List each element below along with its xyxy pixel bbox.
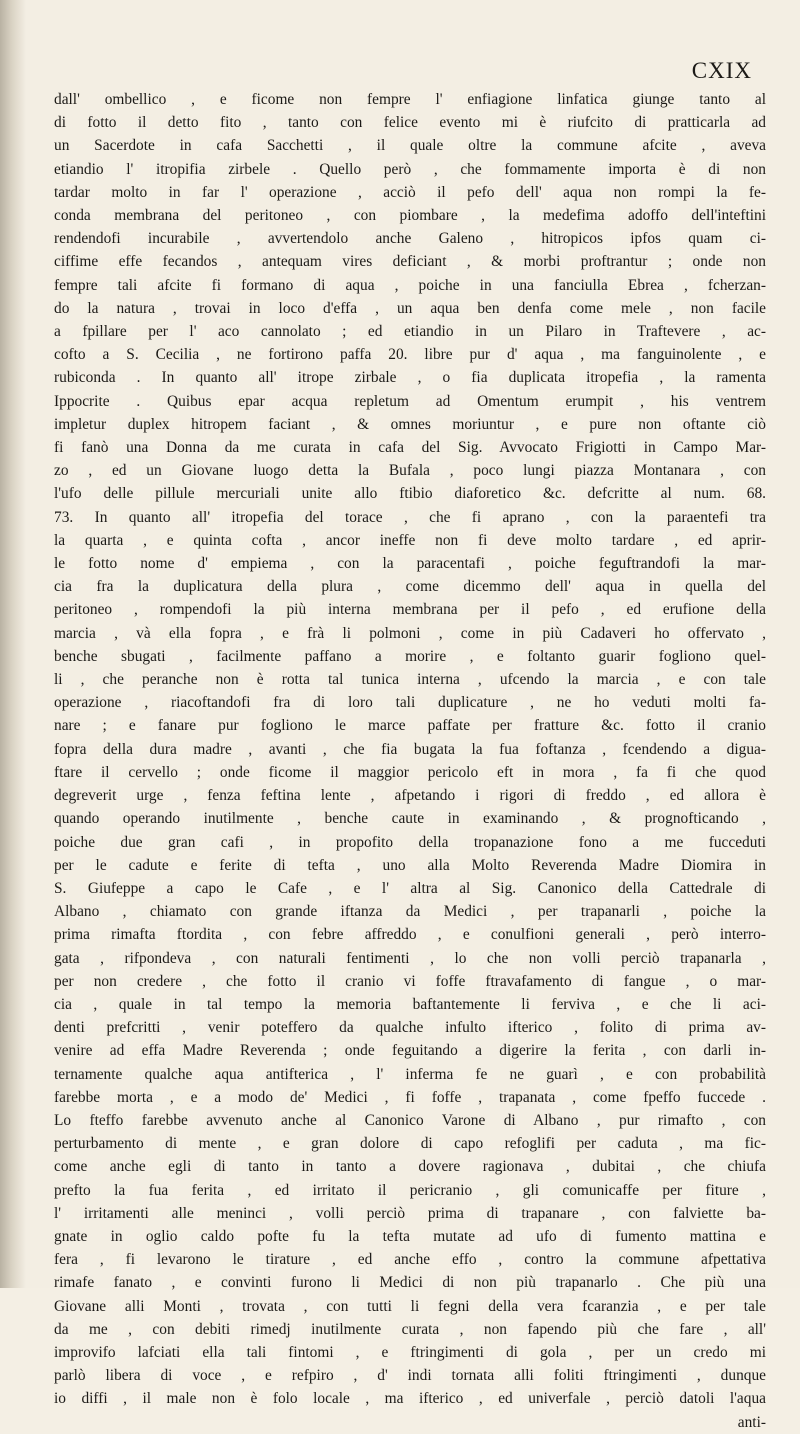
text-line: improvifo lafciati ella tali fintomi , e ftringimenti di gola , per un credo mi [54,1343,766,1361]
binding-shadow [0,0,26,1288]
text-line: quando operando inutilmente , benche caute in examinando , & prognofticando , [54,810,766,828]
text-line: venire ad effa Madre Reverenda ; onde feguitando a digerire la ferita , con darli in- [54,1042,766,1060]
text-line: ciffime effe fecandos , antequam vires deficiant , & morbi proftrantur ; onde non [54,253,766,271]
text-line: tardar molto in far l' operazione , acciò il pefo dell' aqua non rompi la fe- [54,183,766,201]
text-line: farebbe morta , e a modo de' Medici , fi foffe , trapanata , come fpeffo fuccede . [54,1088,766,1106]
text-line: etiandio l' itropifia zirbele . Quello però , che fommamente importa è di non [54,160,766,178]
text-line: poiche due gran cafi , in propofito della tropanazione fono a me fucceduti [54,833,766,851]
text-line: rimafe fanato , e convinti furono li Medici di non più trapanarlo . Che più una [54,1274,766,1292]
text-line: un Sacerdote in cafa Sacchetti , il quale oltre la commune afcite , aveva [54,137,766,155]
text-line: come anche egli di tanto in tanto a dovere ragionava , dubitai , che chiufa [54,1158,766,1176]
text-line: cofto a S. Cecilia , ne fortirono paffa 20. libre pur d' aqua , ma fanguinolente , e [54,346,766,364]
text-line: perturbamento di mente , e gran dolore di capo refoglifi per caduta , ma fic- [54,1135,766,1153]
text-line: zo , ed un Giovane luogo detta la Bufala , poco lungi piazza Montanara , con [54,462,766,480]
text-line: l' irritamenti alle meninci , volli perciò prima di trapanare , con falviette ba- [54,1204,766,1222]
text-line: rubiconda . In quanto all' itrope zirbale , o fia duplicata itropefia , la ramenta [54,369,766,387]
text-line: le fotto nome d' empiema , con la paracentafi , poiche feguftrandofi la mar- [54,555,766,573]
text-line: a fpillare per l' aco cannolato ; ed etiandio in un Pilaro in Traftevere , ac- [54,323,766,341]
text-line: Lo fteffo farebbe avvenuto anche al Canonico Varone di Albano , pur rimafto , con [54,1111,766,1129]
text-line: da me , con debiti rimedj inutilmente curata , non fapendo più che fare , all' [54,1320,766,1338]
body-text [54,88,766,1434]
text-line: rendendofi incurabile , avvertendolo anche Galeno , hitropicos ipfos quam ci- [54,230,766,248]
text-line: per le cadute e ferite di tefta , uno alla Molto Reverenda Madre Diomira in [54,856,766,874]
text-line: marcia , và ella fopra , e frà li polmoni , come in più Cadaveri ho offervato , [54,624,766,642]
text-line: fopra della dura madre , avanti , che fia bugata la fua foftanza , fcendendo a digua- [54,740,766,758]
text-line: peritoneo , rompendofi la più interna membrana per il pefo , ed erufione della [54,601,766,619]
text-line: ternamente qualche aqua antifterica , l' inferma fe ne guarì , e con probabilità [54,1065,766,1083]
text-line: fi fanò una Donna da me curata in cafa del Sig. Avvocato Frigiotti in Campo Mar- [54,439,766,457]
text-line: per non credere , che fotto il cranio vi foffe ftravafamento di fangue , o mar- [54,972,766,990]
text-line: la quarta , e quinta cofta , ancor ineffe non fi deve molto tardare , ed aprir- [54,531,766,549]
text-line: anti- [737,1413,766,1431]
text-line: di fotto il detto fito , tanto con felice evento mi è riufcito di pratticarla ad [54,114,766,132]
text-line: Albano , chiamato con grande iftanza da Medici , per trapanarli , poiche la [54,903,766,921]
text-line: conda membrana del peritoneo , con piombare , la medefima adoffo dell'inteftini [54,207,766,225]
text-line: io diffi , il male non è folo locale , ma ifterico , ed univerfale , perciò datoli l'aqua [54,1390,766,1408]
text-line: ftare il cervello ; onde ficome il maggior pericolo eft in mora , fa fi che quod [54,763,766,781]
text-line: fempre tali afcite fi formano di aqua , poiche in una fanciulla Ebrea , fcherzan- [54,276,766,294]
text-line: benche sbugati , facilmente paffano a morire , e foltanto guarir fogliono quel- [54,647,766,665]
text-line: nare ; e fanare pur fogliono le marce paffate per fratture &c. fotto il cranio [54,717,766,735]
text-line: prefto la fua ferita , ed irritato il pericranio , gli comunicaffe per fiture , [54,1181,766,1199]
text-line: gnate in oglio caldo pofte fu la tefta mutate ad ufo di fumento mattina e [54,1227,766,1245]
text-line: gata , rifpondeva , con naturali fentimenti , lo che non volli perciò trapanarla , [54,949,766,967]
text-line: cia , quale in tal tempo la memoria baftantemente li ferviva , e che li aci- [54,995,766,1013]
text-line: li , che peranche non è rotta tal tunica interna , ufcendo la marcia , e con tale [54,671,766,689]
text-line: dall' ombellico , e ficome non fempre l' enfiagione linfatica giunge tanto al [54,91,766,108]
text-line: l'ufo delle pillule mercuriali unite allo ftibio diaforetico &c. defcritte al num. 68. [54,485,766,503]
page-number: CXIX [691,58,752,83]
text-line: Ippocrite . Quibus epar acqua repletum ad Omentum erumpit , his ventrem [54,392,766,410]
text-line: cia fra la duplicatura della plura , come dicemmo dell' aqua in quella del [54,578,766,596]
text-line: operazione , riacoftandofi fra di loro tali duplicature , ne ho veduti molti fa- [54,694,766,712]
text-line: prima rimafta ftordita , con febre affreddo , e conulfioni generali , però interro- [54,926,766,944]
text-line: do la natura , trovai in loco d'effa , un aqua ben denfa come mele , non facile [54,299,766,317]
text-line: S. Giufeppe a capo le Cafe , e l' altra al Sig. Canonico della Cattedrale di [54,879,766,897]
text-line: 73. In quanto all' itropefia del torace , che fi aprano , con la paraentefi tra [54,508,766,526]
text-line: Giovane alli Monti , trovata , con tutti li fegni della vera fcaranzia , e per tale [54,1297,766,1315]
text-line: denti prefcritti , venir poteffero da qualche infulto ifterico , folito di prima av- [54,1019,766,1037]
text-line: impletur duplex hitropem faciant , & omnes moriuntur , e pure non oftante ciò [54,415,766,433]
text-line: parlò libera di voce , e refpiro , d' indi tornata alli foliti ftringimenti , dunque [54,1367,766,1385]
text-line: degreverit urge , fenza feftina lente , afpetando i rigori di freddo , ed allora è [54,787,766,805]
text-line: fera , fi levarono le tirature , ed anche effo , contro la commune afpettativa [54,1251,766,1269]
